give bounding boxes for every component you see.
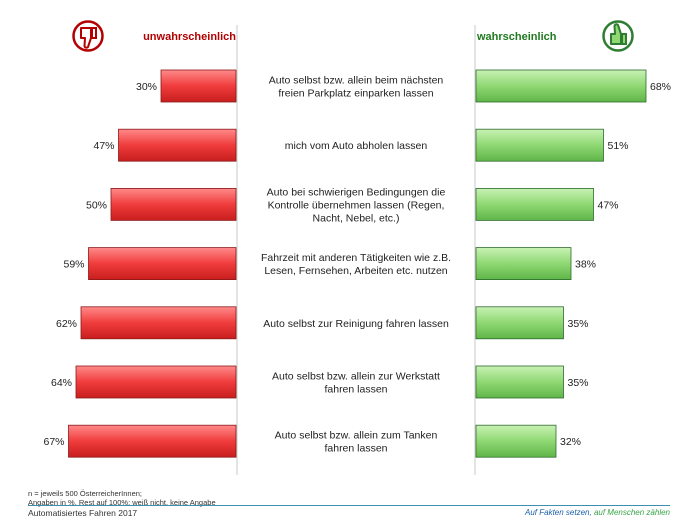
bar-unwahrscheinlich-5 bbox=[76, 366, 236, 398]
value-label-unwahrscheinlich-0: 30% bbox=[135, 81, 157, 93]
thumbs-up-icon bbox=[604, 22, 633, 51]
value-label-wahrscheinlich-4: 35% bbox=[567, 317, 589, 330]
thumbs-down-icon bbox=[74, 22, 103, 51]
bar-wahrscheinlich-2 bbox=[476, 188, 594, 220]
value-label-wahrscheinlich-1: 51% bbox=[607, 140, 629, 153]
bar-unwahrscheinlich-1 bbox=[119, 129, 237, 161]
value-label-unwahrscheinlich-5: 64% bbox=[50, 377, 72, 389]
footer-slogan-part1: Auf Fakten setzen, bbox=[525, 508, 592, 517]
bar-wahrscheinlich-0 bbox=[476, 70, 646, 102]
bar-unwahrscheinlich-6 bbox=[69, 425, 237, 457]
value-label-wahrscheinlich-3: 38% bbox=[575, 258, 597, 271]
value-label-unwahrscheinlich-3: 59% bbox=[63, 258, 85, 271]
bar-wahrscheinlich-1 bbox=[476, 129, 604, 161]
bar-unwahrscheinlich-0 bbox=[161, 70, 236, 102]
category-label-0: Auto selbst bzw. allein beim nächsten freien Parkplatz einparken lassen bbox=[268, 74, 444, 100]
value-label-wahrscheinlich-2: 47% bbox=[597, 199, 619, 212]
category-label-6: Auto selbst bzw. allein zum Tanken fahren lassen bbox=[274, 429, 438, 455]
bar-unwahrscheinlich-4 bbox=[81, 307, 236, 339]
category-label-5: Auto selbst bzw. allein zur Werkstatt fahren lassen bbox=[272, 370, 440, 396]
value-label-wahrscheinlich-6: 32% bbox=[560, 436, 582, 449]
footer-divider bbox=[28, 505, 670, 506]
footer-slogan-part2: auf Menschen zählen bbox=[591, 508, 670, 517]
bar-unwahrscheinlich-3 bbox=[89, 248, 237, 280]
value-label-unwahrscheinlich-4: 62% bbox=[55, 317, 77, 330]
category-label-3: Fahrzeit mit anderen Tätigkeiten wie z.B. Lesen, Fernsehen, Arbeiten etc. nutzen bbox=[260, 252, 452, 278]
value-label-wahrscheinlich-5: 35% bbox=[567, 377, 589, 389]
bars-group bbox=[43, 70, 671, 457]
value-label-unwahrscheinlich-1: 47% bbox=[93, 140, 115, 153]
value-label-unwahrscheinlich-2: 50% bbox=[85, 199, 107, 212]
footnote-sample: n = jeweils 500 ÖsterreicherInnen; bbox=[28, 489, 143, 498]
footer-title: Automatisiertes Fahren 2017 bbox=[28, 508, 138, 518]
category-label-2: Auto bei schwierigen Bedingungen die Kontrolle übernehmen lassen (Regen, Nacht, Nebel, etc.) bbox=[266, 186, 446, 225]
header-wahrscheinlich: wahrscheinlich bbox=[477, 31, 557, 43]
header-unwahrscheinlich: unwahrscheinlich bbox=[143, 31, 236, 43]
bar-wahrscheinlich-5 bbox=[476, 366, 564, 398]
footnote-units: Angaben in %, Rest auf 100%: weiß nicht, keine Angabe bbox=[28, 498, 216, 507]
bar-unwahrscheinlich-2 bbox=[111, 188, 236, 220]
bar-wahrscheinlich-3 bbox=[476, 248, 571, 280]
value-label-unwahrscheinlich-6: 67% bbox=[43, 436, 65, 449]
bar-wahrscheinlich-4 bbox=[476, 307, 564, 339]
footer-slogan bbox=[525, 508, 670, 517]
value-label-wahrscheinlich-0: 68% bbox=[650, 81, 672, 93]
bar-wahrscheinlich-6 bbox=[476, 425, 556, 457]
category-label-1: mich vom Auto abholen lassen bbox=[284, 140, 428, 153]
category-label-4: Auto selbst zur Reinigung fahren lassen bbox=[263, 317, 449, 330]
